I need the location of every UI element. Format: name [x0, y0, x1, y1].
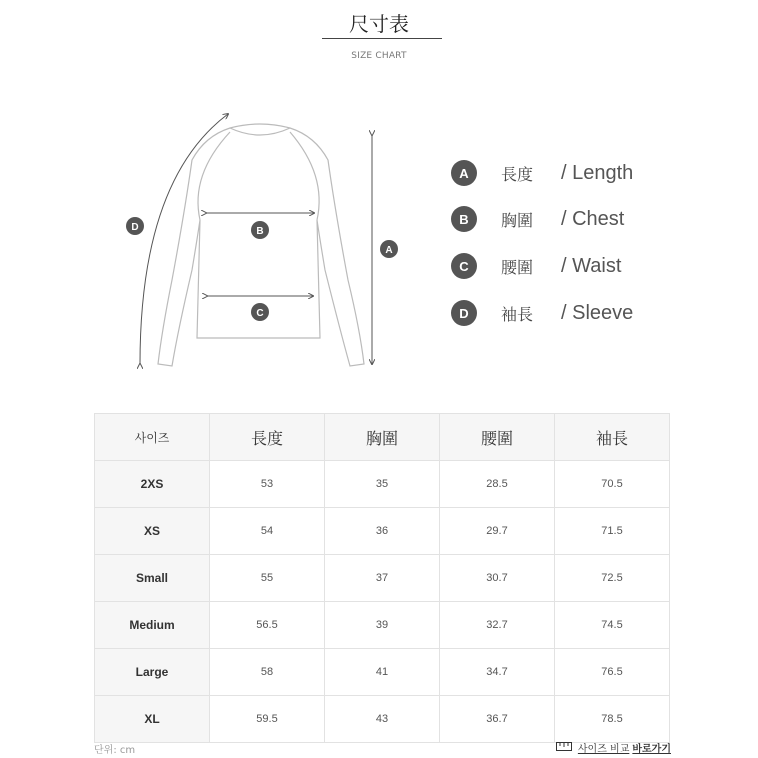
legend-badge-c: C — [451, 253, 477, 279]
legend-badge-a: A — [451, 160, 477, 186]
marker-c-label: C — [256, 308, 264, 319]
cell-length: 56.5 — [210, 602, 325, 649]
legend-ko-sleeve: 袖長 — [501, 304, 534, 324]
unit-note: 단위: cm — [94, 745, 136, 756]
cell-length: 54 — [210, 508, 325, 555]
cell-sleeve: 71.5 — [555, 508, 670, 555]
legend-row-waist — [451, 251, 622, 281]
table-header-row — [95, 414, 670, 461]
header-length: 長度 — [210, 414, 325, 461]
legend-en-waist: / Waist — [561, 254, 622, 277]
cell-chest: 36 — [325, 508, 440, 555]
shirt-outline — [158, 124, 364, 366]
cell-waist: 28.5 — [440, 461, 555, 508]
title-divider — [322, 38, 442, 39]
row-size: XS — [95, 508, 210, 555]
cell-length: 58 — [210, 649, 325, 696]
table-row — [95, 649, 670, 696]
legend-row-chest — [451, 204, 625, 234]
row-size: 2XS — [95, 461, 210, 508]
legend-en-sleeve: / Sleeve — [561, 301, 634, 324]
page-title: 尺寸表 — [349, 12, 409, 36]
row-size: Small — [95, 555, 210, 602]
cell-length: 55 — [210, 555, 325, 602]
header-chest: 胸圍 — [325, 414, 440, 461]
cell-waist: 34.7 — [440, 649, 555, 696]
rashguard-illustration — [120, 100, 410, 380]
page-subtitle: SIZE CHART — [351, 51, 407, 61]
cell-sleeve: 70.5 — [555, 461, 670, 508]
legend-row-length — [451, 158, 634, 188]
row-size: Medium — [95, 602, 210, 649]
marker-a-label: A — [385, 245, 393, 256]
cell-chest: 43 — [325, 696, 440, 743]
cell-sleeve: 72.5 — [555, 555, 670, 602]
cell-chest: 37 — [325, 555, 440, 602]
legend-row-sleeve — [451, 298, 634, 328]
legend-ko-waist: 腰圍 — [501, 257, 534, 277]
cell-chest: 35 — [325, 461, 440, 508]
table-row — [95, 555, 670, 602]
size-compare-label[interactable]: 사이즈 비교 — [577, 744, 630, 755]
cell-waist: 29.7 — [440, 508, 555, 555]
table-row — [95, 461, 670, 508]
cell-waist: 36.7 — [440, 696, 555, 743]
garment-diagram — [120, 100, 410, 380]
marker-a — [380, 240, 398, 258]
row-size: Large — [95, 649, 210, 696]
size-compare-link[interactable] — [556, 740, 671, 755]
legend-badge-b: B — [451, 206, 477, 232]
ruler-icon — [556, 742, 572, 754]
marker-d — [126, 217, 144, 235]
size-table — [94, 413, 670, 743]
cell-sleeve: 78.5 — [555, 696, 670, 743]
cell-sleeve: 76.5 — [555, 649, 670, 696]
cell-waist: 32.7 — [440, 602, 555, 649]
marker-d-label: D — [131, 222, 139, 233]
row-size: XL — [95, 696, 210, 743]
cell-waist: 30.7 — [440, 555, 555, 602]
table-row — [95, 508, 670, 555]
header-sleeve: 袖長 — [555, 414, 670, 461]
legend-badge-d: D — [451, 300, 477, 326]
size-compare-action[interactable]: 바로가기 — [632, 744, 671, 755]
marker-b-label: B — [256, 226, 264, 237]
legend-ko-length: 長度 — [501, 164, 534, 184]
cell-length: 53 — [210, 461, 325, 508]
marker-b — [251, 221, 269, 239]
table-row — [95, 602, 670, 649]
cell-length: 59.5 — [210, 696, 325, 743]
marker-c — [251, 303, 269, 321]
header-size: 사이즈 — [95, 414, 210, 461]
cell-chest: 39 — [325, 602, 440, 649]
cell-sleeve: 74.5 — [555, 602, 670, 649]
cell-chest: 41 — [325, 649, 440, 696]
legend-en-length: / Length — [561, 161, 634, 184]
header-waist: 腰圍 — [440, 414, 555, 461]
legend-en-chest: / Chest — [561, 207, 625, 230]
table-row — [95, 696, 670, 743]
legend-ko-chest: 胸圍 — [501, 210, 534, 230]
